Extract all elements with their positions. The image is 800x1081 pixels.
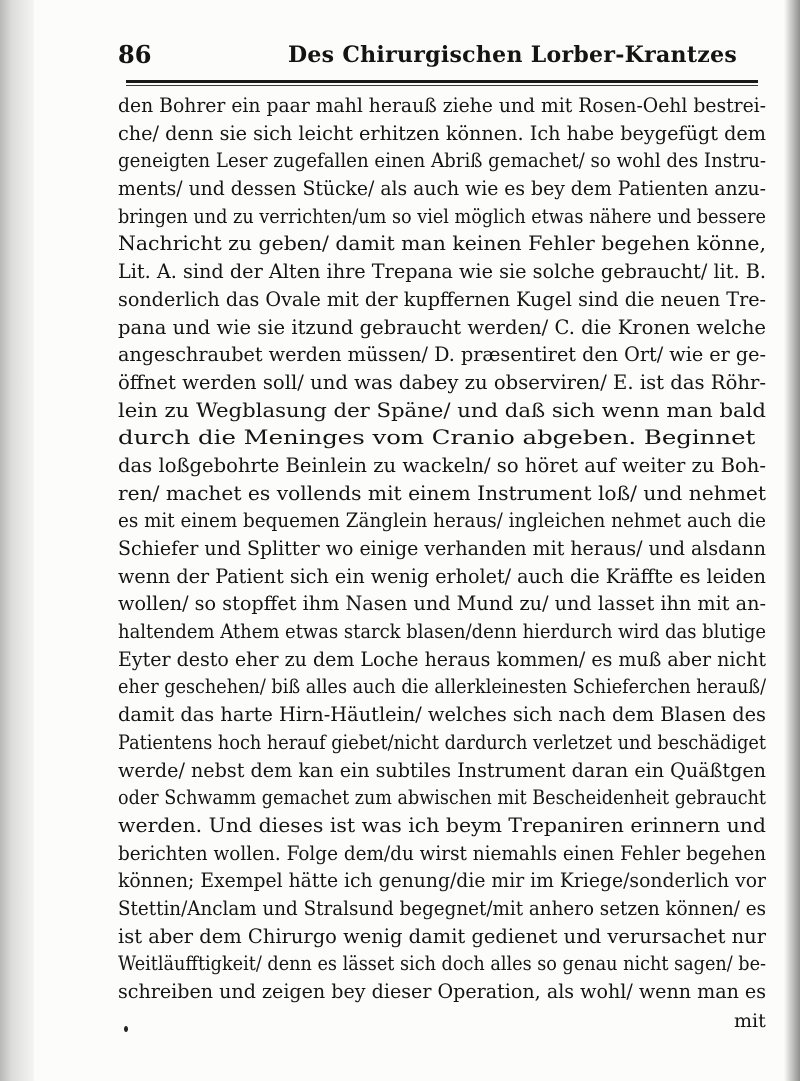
text-line-content: Stettin/Anclam und Stralsund begegnet/mit anhero setzen können/ es — [118, 896, 767, 920]
text-line-content: den Bohrer ein paar mahl herauß ziehe und mit Rosen-Oehl bestrei- — [118, 94, 767, 117]
text-line-content: bringen und zu verrichten/um so viel möglich etwas nähere und bessere — [118, 204, 766, 228]
text-line-content: Eyter desto eher zu dem Loche heraus kommen/ es muß aber nicht — [118, 647, 766, 671]
header-rule-thin — [126, 85, 758, 86]
text-line — [118, 230, 766, 258]
page-header — [118, 40, 768, 76]
text-line — [118, 175, 766, 203]
text-line — [118, 950, 766, 978]
running-title: Des Chirurgischen Lorber-Krantzes — [288, 42, 738, 68]
text-line — [118, 978, 766, 1006]
text-line — [118, 563, 766, 591]
text-line — [118, 590, 766, 618]
text-line-content: eher geschehen/ biß alles auch die allerkleinesten Schieferchen herauß/ — [118, 675, 767, 699]
text-line-content: ist aber dem Chirurgo wenig damit gedienet und verursachet nur — [118, 924, 767, 948]
page-edge-shadow — [784, 0, 800, 1081]
text-line — [118, 258, 766, 286]
text-line — [118, 92, 766, 120]
text-line — [118, 757, 766, 785]
text-line-content: oder Schwamm gemachet zum abwischen mit Bescheidenheit gebraucht — [118, 786, 766, 810]
ink-speck — [124, 1026, 128, 1032]
text-line-content: Lit. A. sind der Alten ihre Trepana wie sie solche gebraucht/ lit. B. — [118, 260, 766, 284]
text-line-content: damit das harte Hirn-Häutlein/ welches sich nach dem Blasen des — [118, 703, 766, 727]
text-line — [118, 673, 766, 701]
text-line-content: che/ denn sie sich leicht erhitzen können. Ich habe beygefügt dem — [118, 121, 766, 145]
text-line-content: ments/ und dessen Stücke/ als auch wie es bey dem Patienten anzu- — [118, 177, 767, 201]
text-line — [118, 784, 766, 812]
text-line — [118, 314, 766, 342]
text-line-content: berichten wollen. Folge dem/du wirst niemahls einen Fehler begehen — [118, 841, 767, 865]
text-line — [118, 535, 766, 563]
text-line — [118, 480, 766, 508]
text-line — [118, 618, 766, 646]
text-line-content: angeschraubet werden müssen/ D. præsentiret den Ort/ wie er ge- — [118, 343, 766, 367]
text-line — [118, 369, 766, 397]
text-line-content: wenn der Patient sich ein wenig erholet/ auch die Kräffte es leiden — [118, 564, 767, 588]
text-line — [118, 867, 766, 895]
text-line-content: lein zu Wegblasung der Späne/ und daß sich wenn man bald — [118, 398, 766, 422]
text-line-content: können; Exempel hätte ich genung/die mir im Kriege/sonderlich vor — [118, 869, 766, 893]
text-line — [118, 341, 766, 369]
header-rule — [126, 80, 758, 83]
text-line-content: wollen/ so stopffet ihm Nasen und Mund zu/ und lasset ihn mit an- — [118, 592, 767, 616]
text-line-content: das loßgebohrte Beinlein zu wackeln/ so höret auf weiter zu Boh- — [118, 453, 767, 477]
text-line — [118, 840, 766, 868]
text-line — [118, 424, 766, 452]
text-line-content: pana und wie sie itzund gebraucht werden/ C. die Kronen welche — [118, 315, 767, 339]
page-gutter-shadow — [0, 0, 34, 1081]
text-line — [118, 507, 766, 535]
text-line — [118, 812, 766, 840]
text-line-content: Nachricht zu geben/ damit man keinen Fehler begehen könne, — [118, 232, 766, 256]
text-line-content: schreiben und zeigen bey dieser Operation, als wohl/ wenn man es — [118, 980, 767, 1003]
text-line — [118, 701, 766, 729]
text-line — [118, 203, 766, 231]
text-line — [118, 452, 766, 480]
catchword: mit — [734, 1010, 766, 1032]
text-line — [118, 120, 766, 148]
text-line-content: sonderlich das Ovale mit der kupffernen Kugel sind die neuen Tre- — [118, 287, 767, 311]
text-line-content: Patientens hoch herauf giebet/nicht dardurch verletzet und beschädiget — [118, 730, 766, 754]
text-line-content: ren/ machet es vollends mit einem Instrument loß/ und nehmet — [118, 481, 766, 505]
text-line — [118, 286, 766, 314]
text-line-content: haltendem Athem etwas starck blasen/denn hierdurch wird das blutige — [118, 620, 766, 644]
text-line — [118, 895, 766, 923]
page-number: 86 — [118, 40, 152, 69]
text-line-content: werden. Und dieses ist was ich beym Trepaniren erinnern und — [118, 813, 767, 837]
text-line-content: Schiefer und Splitter wo einige verhanden mit heraus/ und alsdann — [118, 537, 767, 560]
text-line — [118, 729, 766, 757]
text-line — [118, 397, 766, 425]
text-line-content: werde/ nebst dem kan ein subtiles Instrument daran ein Quäßtgen — [118, 758, 767, 782]
text-line-content: öffnet werden soll/ und was dabey zu observiren/ E. ist das Röhr- — [118, 370, 767, 394]
text-line — [118, 646, 766, 674]
text-line-content: durch die Meninges vom Cranio abgeben. Beginnet — [118, 426, 756, 450]
text-line — [118, 923, 766, 951]
text-line-content: Weitläufftigkeit/ denn es lässet sich doch alles so genau nicht sagen/ be- — [118, 952, 767, 976]
text-line-content: es mit einem bequemen Zänglein heraus/ ingleichen nehmet auch die — [118, 509, 767, 533]
text-line-content: geneigten Leser zugefallen einen Abriß gemachet/ so wohl des Instru- — [118, 149, 767, 173]
text-line — [118, 147, 766, 175]
body-text — [118, 92, 766, 1006]
